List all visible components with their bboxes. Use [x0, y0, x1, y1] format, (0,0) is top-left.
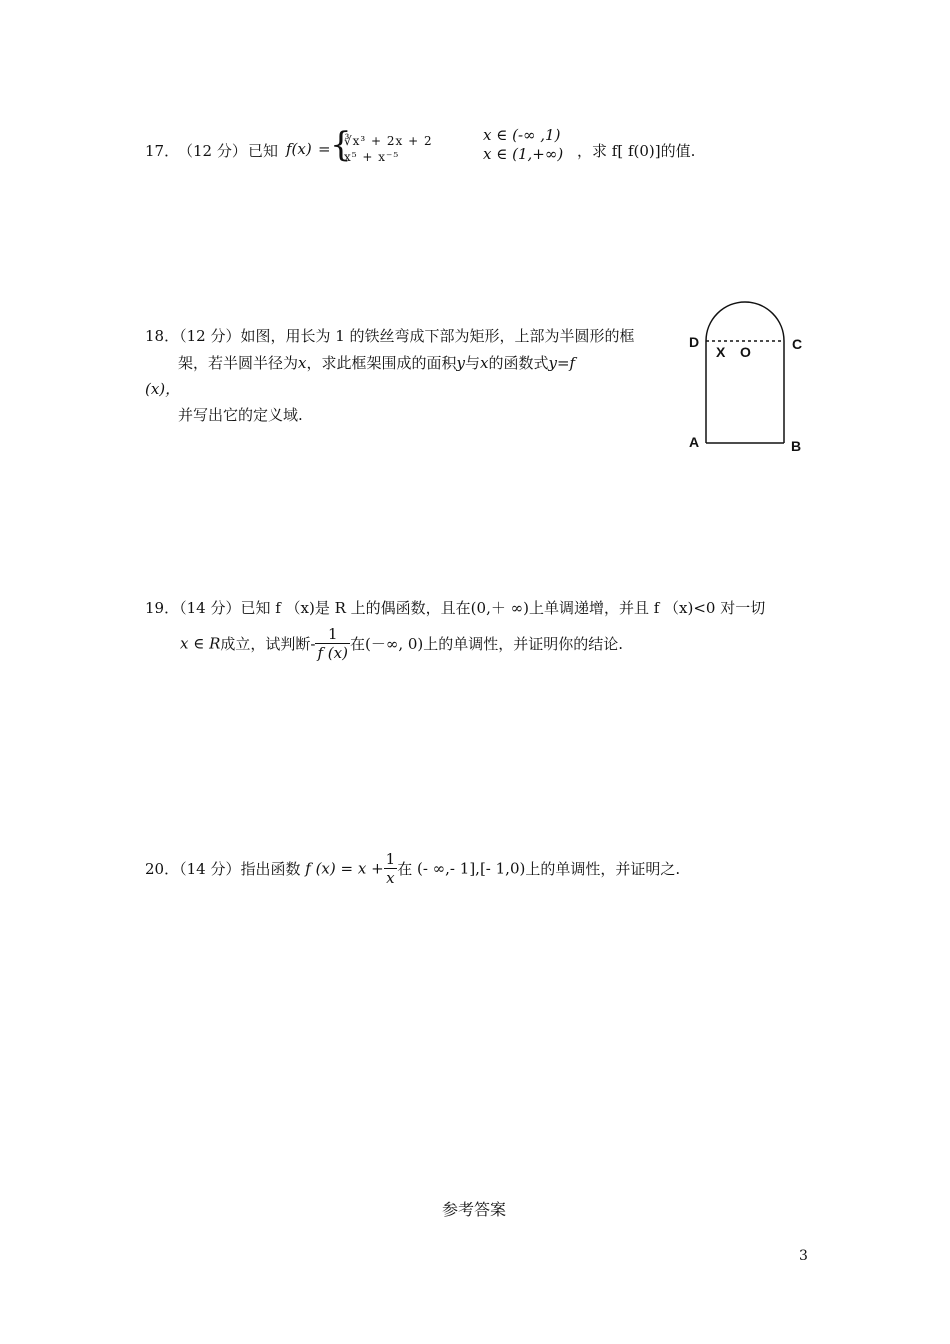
q19-points: （14 分）	[179, 599, 241, 617]
q17-lead: 已知	[248, 142, 279, 160]
q17-points: （12 分）	[178, 142, 247, 160]
question-20	[145, 850, 680, 887]
q18-points: （12 分）	[179, 327, 241, 345]
q19-number: 19．	[145, 599, 180, 617]
q20-number: 20．	[145, 860, 180, 878]
label-d: D	[689, 334, 700, 350]
q18-text-2b: ，求此框架围成的面积	[306, 354, 457, 372]
q17-tail: ，求 f[ f(0)]的值.	[577, 142, 696, 160]
semicircle-arc	[706, 302, 784, 341]
q18-text-2c: 与	[464, 354, 480, 372]
q20-lead: 指出函数	[240, 860, 301, 878]
q20-points: （14 分）	[179, 860, 241, 878]
q18-text-2d: 的函数式	[488, 354, 549, 372]
q17-domain-1: x ∈ (-∞ ,1)	[483, 126, 561, 144]
q18-line-4: 并写出它的定义域.	[178, 406, 303, 424]
q18-var-x2: x	[480, 354, 489, 372]
q17-case-1: ∛x³ + 2x + 2	[344, 134, 433, 148]
q17-eq: =	[318, 140, 331, 158]
q19-text-2a: 成立，试判断-	[220, 635, 316, 653]
q19-line-1	[145, 597, 765, 618]
q17-domain-2: x ∈ (1,+∞)	[483, 145, 564, 163]
q20-fx: f (x) = x +	[305, 859, 384, 878]
page-number: 3	[799, 1248, 808, 1264]
q18-number: 18．	[145, 327, 180, 345]
q18-line-3: (x)，	[145, 380, 181, 398]
q20-frac-denominator: x	[386, 869, 395, 887]
label-o: O	[740, 344, 751, 360]
q17-case-2: x⁵ + x⁻⁵	[344, 150, 400, 164]
q18-frame-diagram	[680, 290, 820, 460]
q17-domains	[483, 126, 563, 164]
q18-var-x: x	[298, 354, 307, 372]
q20-frac-numerator: 1	[385, 850, 396, 868]
q20-mid: 在	[397, 860, 413, 878]
q19-line-2	[180, 625, 623, 662]
q18-line-1	[145, 325, 635, 346]
q17-fx: f(x)	[286, 140, 312, 158]
q19-frac-denominator: f (x)	[317, 644, 348, 662]
q19-fraction	[315, 625, 349, 662]
q20-interval-1: (- ∞,- 1],	[416, 859, 480, 878]
label-x: X	[716, 344, 726, 360]
q19-frac-numerator: 1	[315, 625, 349, 644]
q17-number: 17．	[145, 142, 180, 160]
q18-text-2a: 架，若半圆半径为	[178, 354, 299, 372]
label-b: B	[791, 438, 802, 454]
q20-fraction	[384, 850, 398, 887]
q18-fn: y=f	[548, 354, 576, 372]
q19-text-1: 已知 f （x)是 R 上的偶函数，且在(0,＋ ∞)上单调递增，并且 f （x)<0 对一切	[240, 599, 766, 617]
q18-text-1: 如图，用长为 1 的铁丝弯成下部为矩形，上部为半圆形的框	[240, 327, 635, 345]
label-a: A	[689, 434, 700, 450]
q18-line-2	[178, 352, 575, 373]
label-c: C	[792, 336, 803, 352]
answers-heading: 参考答案	[442, 1200, 507, 1219]
q20-interval-2: [- 1,0)	[479, 859, 526, 878]
q19-condition: x ∈ R	[180, 634, 221, 653]
q18-var-y: y	[456, 354, 465, 372]
q20-tail: 上的单调性，并证明之.	[525, 860, 681, 878]
q17-cases	[344, 133, 433, 165]
q19-text-2b: 在(－∞, 0)上的单调性，并证明你的结论.	[349, 635, 624, 653]
q17-brace: {	[330, 125, 352, 165]
